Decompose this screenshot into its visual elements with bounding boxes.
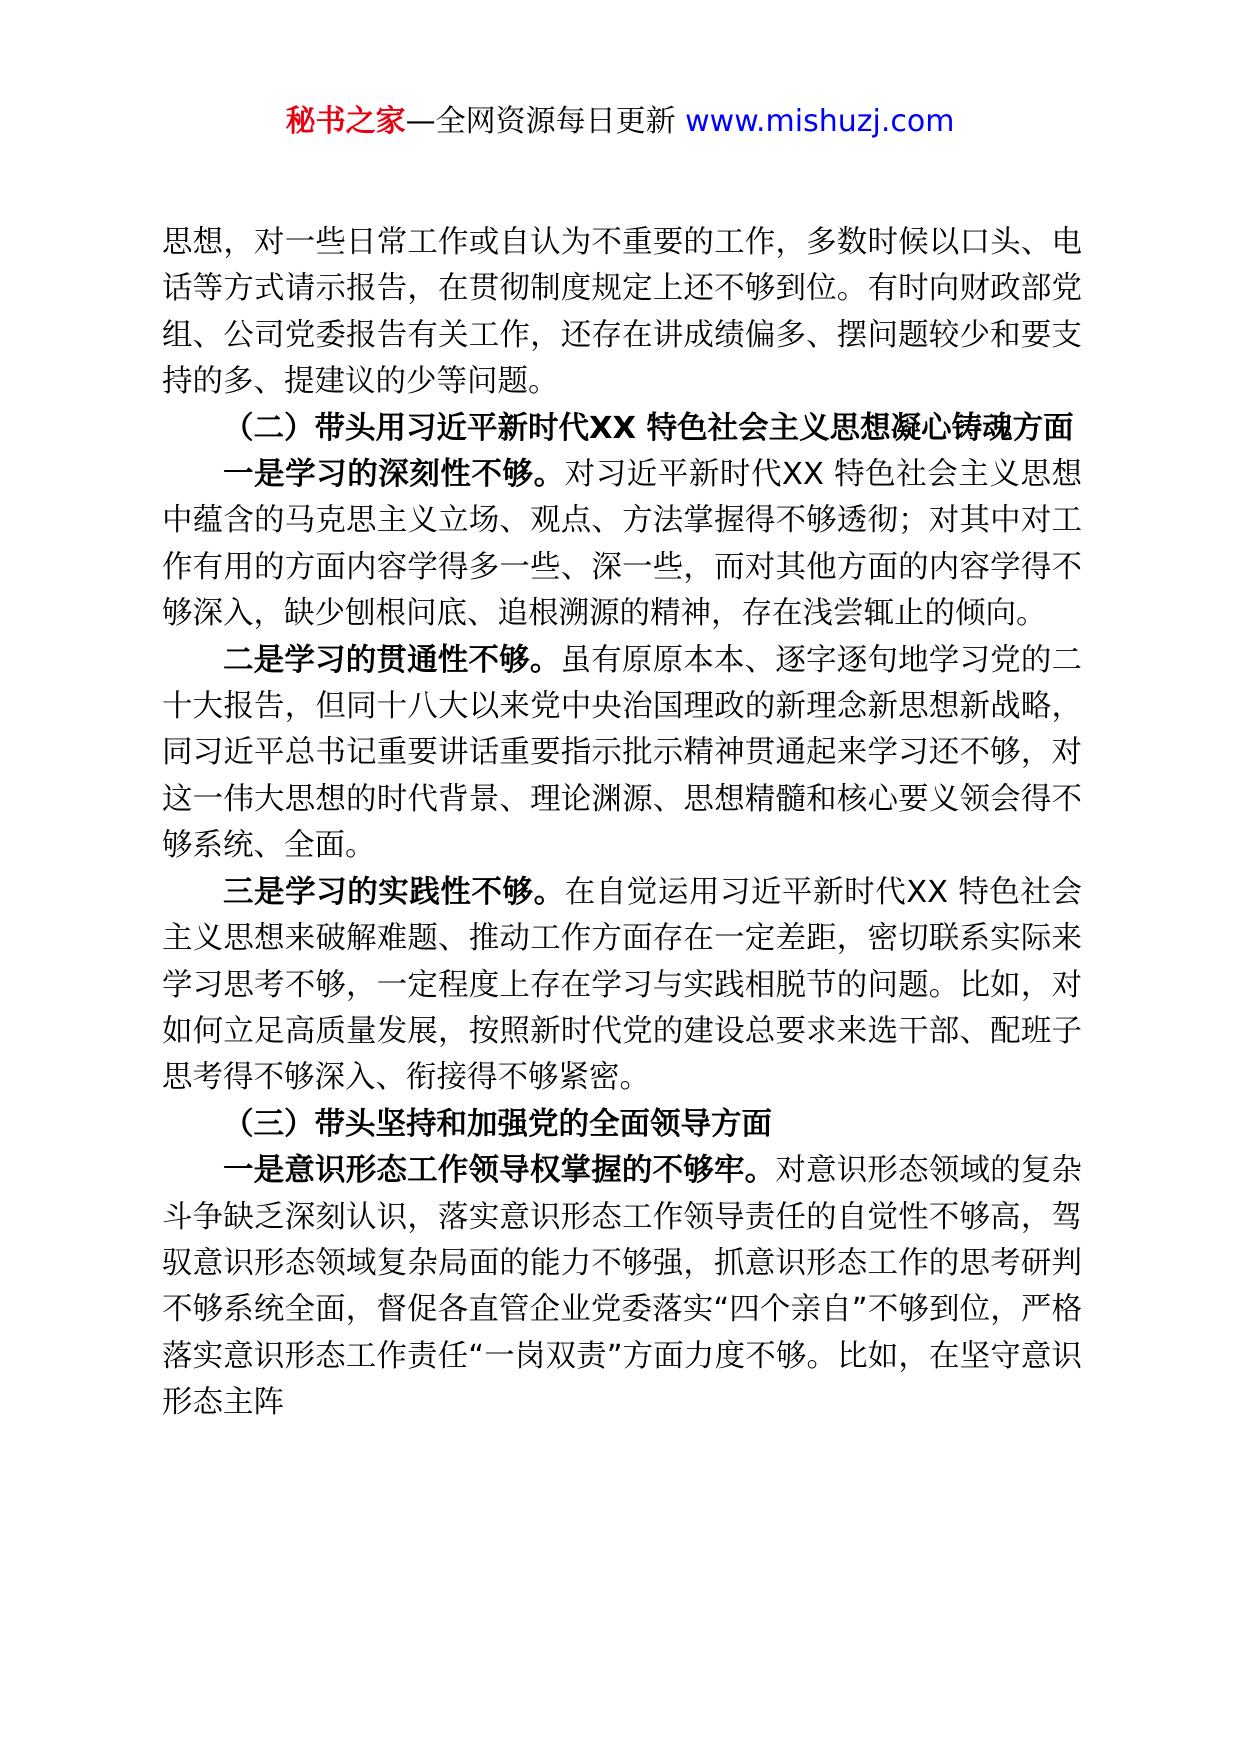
paragraph-text: 对习近平新时代XX 特色社会主义思想中蕴含的马克思主义立场、观点、方法掌握得不够透彻；对其中对工作有用的方面内容学得多一些、深一些，而对其他方面的内容学得不够深入，缺少刨根问底、追根溯源的精神，存在浅尝辄止的倾向。 [162, 457, 1082, 632]
paragraph-lead: 一是意识形态工作领导权掌握的不够牢。 [223, 1153, 776, 1189]
paragraph-text: 对意识形态领域的复杂斗争缺乏深刻认识，落实意识形态工作领导责任的自觉性不够高，驾驭意识形态领域复杂局面的能力不够强，抓意识形态工作的思考研判不够系统全面，督促各直管企业党委落实“四个亲自”不够到位，严格落实意识形态工作责任“一岗双责”方面力度不够。比如，在坚守意识形态主阵 [162, 1153, 1083, 1421]
paragraph-s2-3 [162, 870, 1082, 1102]
section-heading-2: （二）带头用习近平新时代XX 特色社会主义思想凝心铸魂方面 [223, 410, 1074, 446]
site-url-link[interactable]: www.mishuzj.com [685, 104, 955, 139]
paragraph-text: 在自觉运用习近平新时代XX 特色社会主义思想来破解难题、推动工作方面存在一定差距，密切联系实际来学习思考不够，一定程度上存在学习与实践相脱节的问题。比如，对如何立足高质量发展，按照新时代党的建设总要求来选干部、配班子思考得不够深入、衔接得不够紧密。 [162, 874, 1082, 1096]
paragraph-s2-1 [162, 452, 1082, 638]
intro-paragraph: 思想，对一些日常工作或自认为不重要的工作，多数时候以口头、电话等方式请示报告，在贯彻制度规定上还不够到位。有时向财政部党组、公司党委报告有关工作，还存在讲成绩偏多、摆问题较少和要支持的多、提建议的少等问题。 [162, 225, 1082, 400]
paragraph-s3-1 [162, 1148, 1082, 1426]
paragraph-s2-2 [162, 638, 1082, 870]
paragraph-text: 虽有原原本本、逐字逐句地学习党的二十大报告，但同十八大以来党中央治国理政的新理念新思想新战略，同习近平总书记重要讲话重要指示批示精神贯通起来学习还不够，对这一伟大思想的时代背景、理论渊源、思想精髓和核心要义领会得不够系统、全面。 [162, 642, 1083, 864]
brand-name: 秘书之家 [285, 104, 406, 139]
paragraph-lead: 一是学习的深刻性不够。 [223, 457, 565, 493]
paragraph-lead: 三是学习的实践性不够。 [223, 874, 565, 910]
paragraph-lead: 二是学习的贯通性不够。 [223, 642, 561, 678]
section-heading-3: （三）带头坚持和加强党的全面领导方面 [223, 1106, 772, 1142]
tagline: —全网资源每日更新 [405, 104, 676, 139]
document-body [162, 220, 1082, 1427]
site-banner [0, 100, 1240, 144]
